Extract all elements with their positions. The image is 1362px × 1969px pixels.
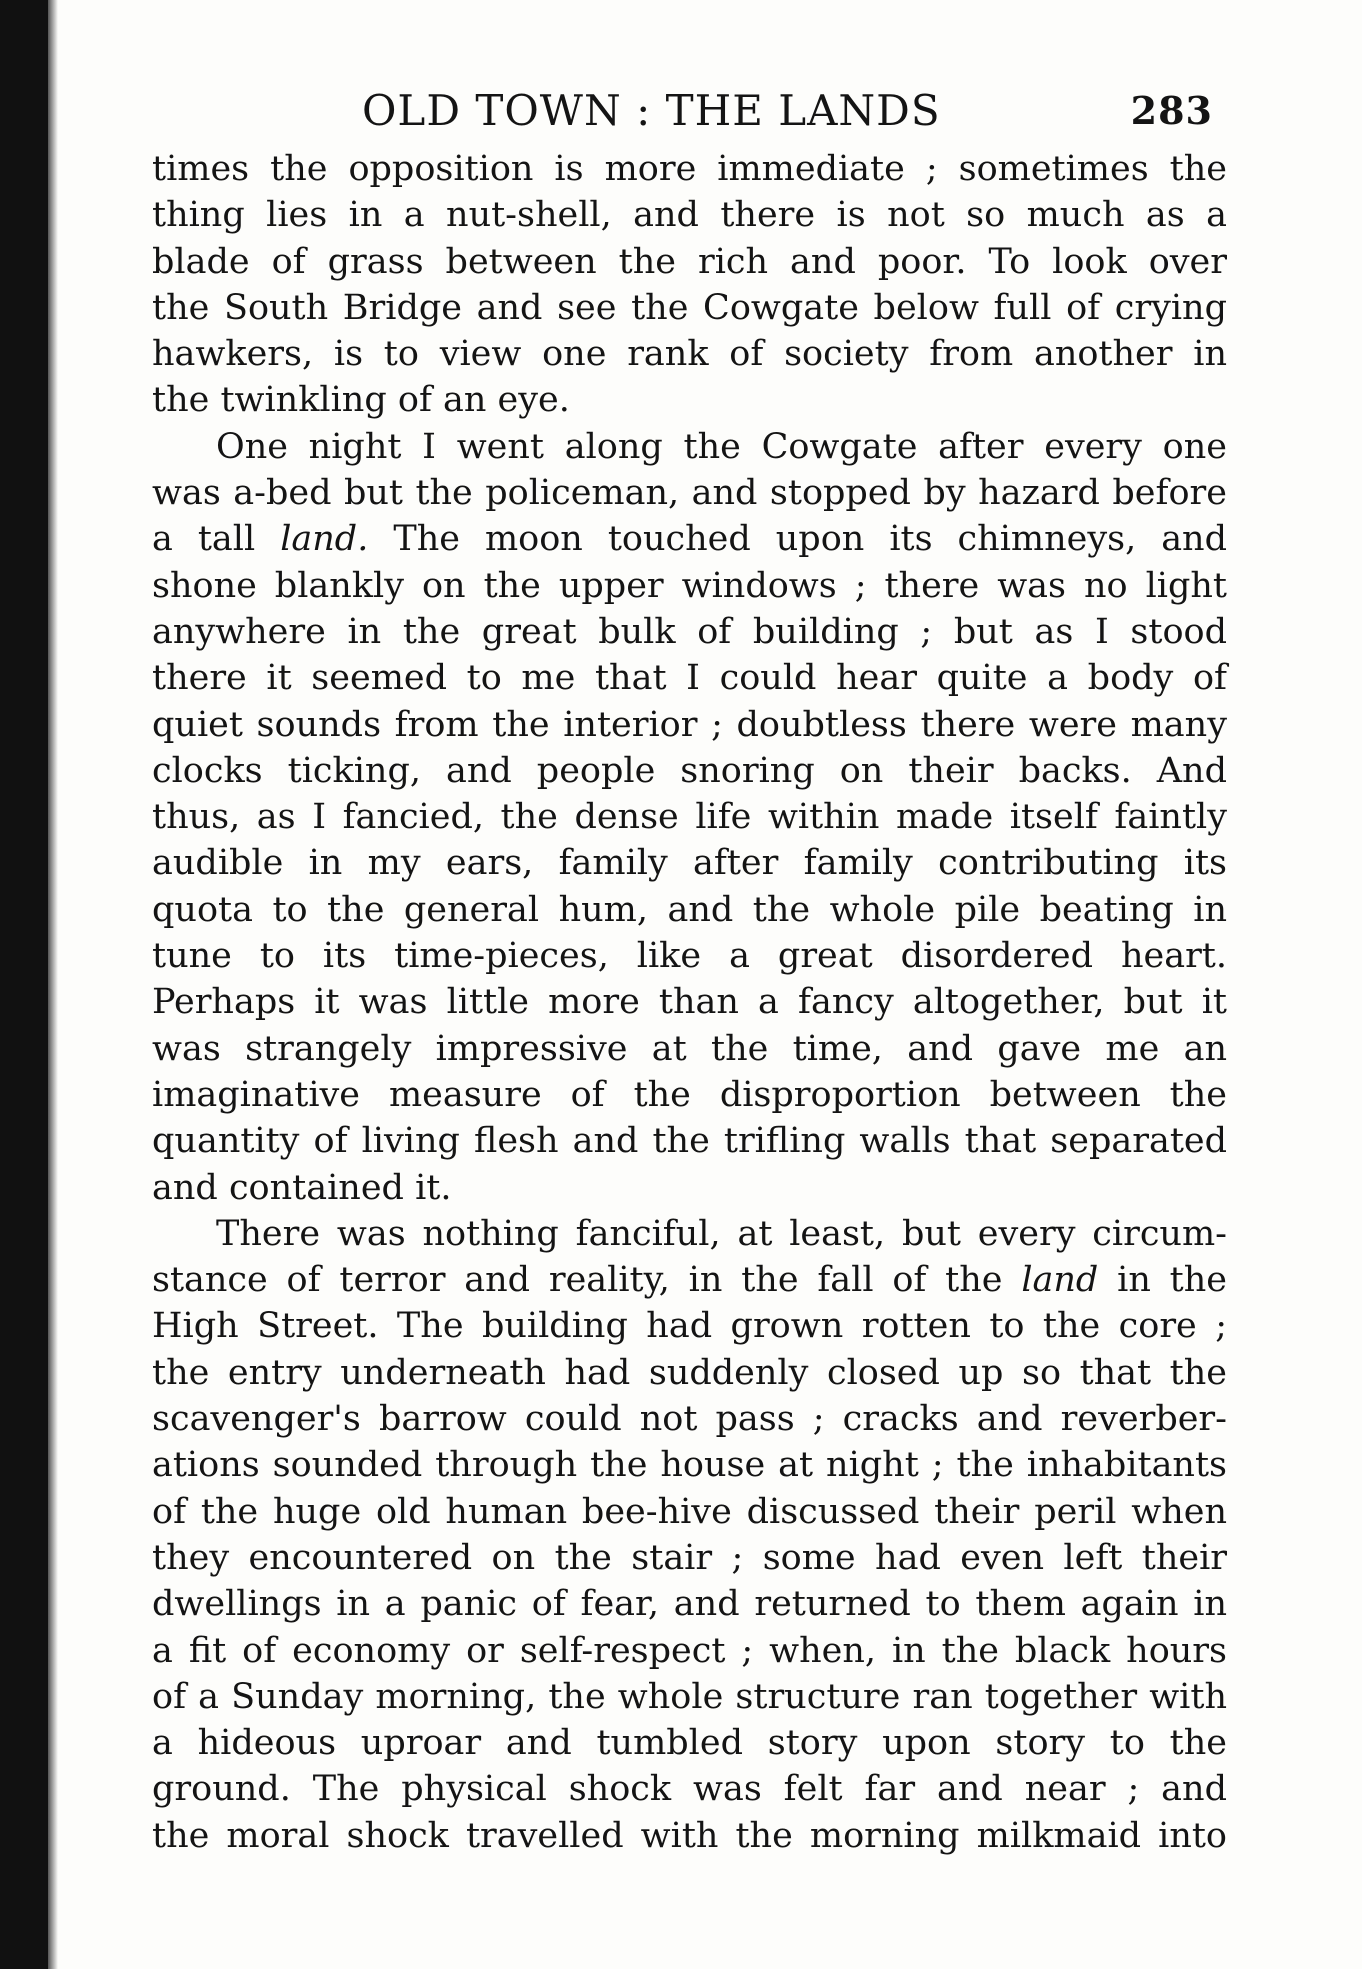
- text-line: quiet sounds from the interior ; doubtless there were many: [152, 704, 1227, 745]
- paragraph: [152, 146, 1227, 424]
- text-line: quantity of living flesh and the trifling walls that separated: [152, 1121, 1227, 1162]
- text-line: anywhere in the great bulk of building ; but as I stood: [152, 611, 1227, 652]
- text-line: dwellings in a panic of fear, and returned to them again in: [152, 1584, 1227, 1625]
- text-line: One night I went along the Cowgate after every one: [216, 426, 1227, 467]
- text-run: a tall: [152, 519, 281, 560]
- text-line: [152, 1257, 1227, 1303]
- italic-text: land: [1021, 1260, 1099, 1301]
- text-line: the twinkling of an eye.: [152, 380, 570, 421]
- text-line: clocks ticking, and people snoring on their backs. And: [152, 750, 1227, 791]
- paragraph: [152, 424, 1227, 1211]
- body-text: [152, 146, 1227, 1859]
- page-number: 283: [1130, 88, 1213, 133]
- text-line: Perhaps it was little more than a fancy altogether, but it: [152, 982, 1227, 1023]
- text-line: High Street. The building had grown rotten to the core ;: [152, 1306, 1227, 1347]
- text-line: scavenger's barrow could not pass ; cracks and reverber-: [152, 1399, 1227, 1440]
- running-head: [152, 86, 1227, 146]
- book-binding-edge: [0, 0, 48, 1969]
- text-run: in the: [1098, 1260, 1227, 1301]
- text-line: hawkers, is to view one rank of society from another in: [152, 334, 1227, 375]
- text-line: times the opposition is more immediate ; sometimes the: [152, 149, 1227, 189]
- text-line: the entry underneath had suddenly closed up so that the: [152, 1352, 1227, 1393]
- text-line: of a Sunday morning, the whole structure ran together with: [152, 1676, 1227, 1717]
- text-line: tune to its time-pieces, like a great disordered heart.: [152, 936, 1227, 977]
- text-run: The moon touched upon its chimneys, and: [368, 519, 1228, 560]
- text-line: imaginative measure of the disproportion between the: [152, 1074, 1227, 1115]
- text-line: thus, as I fancied, the dense life within made itself faintly: [152, 797, 1227, 838]
- book-page: [152, 86, 1227, 1859]
- text-line: a fit of economy or self-respect ; when, in the black hours: [152, 1630, 1227, 1671]
- text-line: of the huge old human bee-hive discussed their peril when: [152, 1491, 1227, 1532]
- text-line: quota to the general hum, and the whole pile beating in: [152, 889, 1227, 930]
- text-line: there it seemed to me that I could hear quite a body of: [152, 658, 1227, 699]
- text-line: audible in my ears, family after family contributing its: [152, 843, 1227, 884]
- italic-text: land.: [280, 519, 369, 560]
- text-run: stance of terror and reality, in the fall of the: [152, 1260, 1022, 1301]
- paragraph: [152, 1211, 1227, 1859]
- text-line: thing lies in a nut-shell, and there is not so much as a: [152, 195, 1227, 236]
- text-line: they encountered on the stair ; some had even left their: [152, 1537, 1227, 1578]
- text-line: shone blankly on the upper windows ; there was no light: [152, 565, 1227, 606]
- text-line: the South Bridge and see the Cowgate below full of crying: [152, 287, 1227, 328]
- text-line: [152, 516, 1227, 562]
- text-line: ground. The physical shock was felt far and near ; and: [152, 1769, 1227, 1810]
- binding-shadow: [48, 0, 58, 1969]
- text-line: was a-bed but the policeman, and stopped by hazard before: [152, 473, 1227, 514]
- text-line: blade of grass between the rich and poor. To look over: [152, 241, 1227, 282]
- running-title: OLD TOWN : THE LANDS: [362, 86, 941, 135]
- text-line: ations sounded through the house at night ; the inhabitants: [152, 1445, 1227, 1486]
- text-line: and contained it.: [152, 1167, 452, 1208]
- text-line: the moral shock travelled with the morning milkmaid into: [152, 1815, 1227, 1856]
- text-line: There was nothing fanciful, at least, but every circum-: [216, 1213, 1227, 1254]
- text-line: a hideous uproar and tumbled story upon story to the: [152, 1723, 1227, 1764]
- text-line: was strangely impressive at the time, and gave me an: [152, 1028, 1227, 1069]
